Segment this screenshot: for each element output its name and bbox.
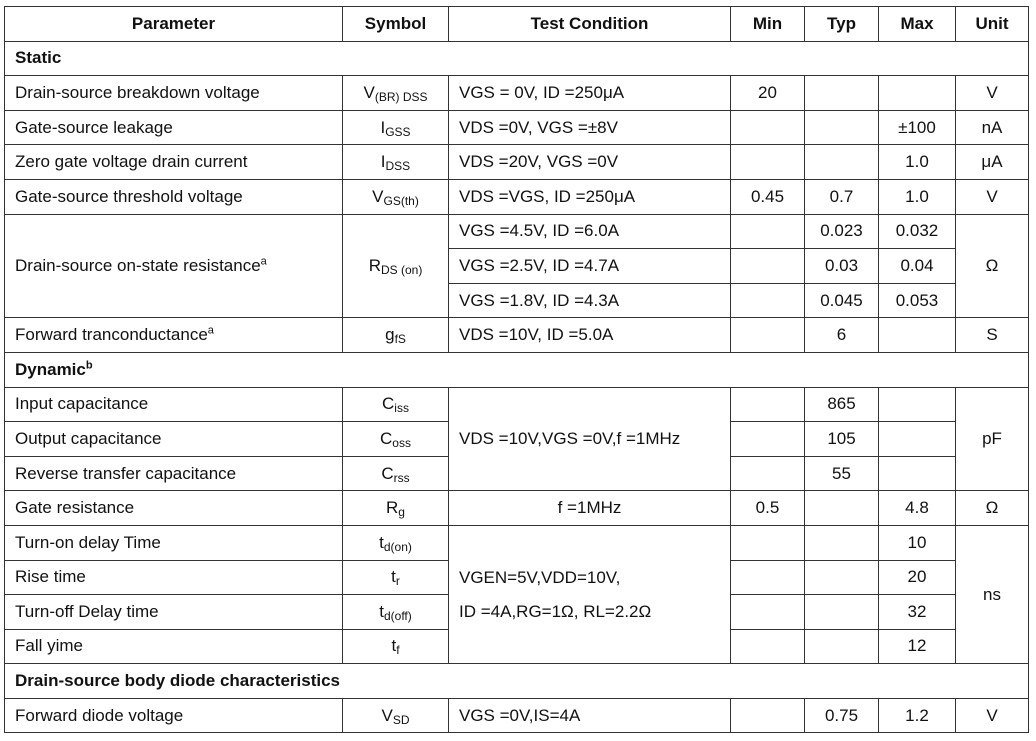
unit-cell: Ω xyxy=(956,214,1029,318)
param-cell: Rise time xyxy=(5,560,343,595)
max-cell xyxy=(879,387,956,422)
symbol-cell: $I_{GSS}$ xyxy=(343,110,449,145)
symbol-cell: $t_{d(on)}$ xyxy=(343,525,449,560)
min-cell xyxy=(731,456,805,491)
unit-cell: V xyxy=(956,698,1029,733)
min-cell xyxy=(731,110,805,145)
min-cell xyxy=(731,283,805,318)
header-row xyxy=(5,7,1029,42)
typ-cell: 0.7 xyxy=(805,179,879,214)
min-cell xyxy=(731,629,805,664)
col-header-symbol: Symbol xyxy=(343,7,449,42)
unit-cell: μA xyxy=(956,145,1029,180)
param-cell: Turn-on delay Time xyxy=(5,525,343,560)
min-cell xyxy=(731,214,805,249)
col-header-typ: Typ xyxy=(805,7,879,42)
min-cell: 20 xyxy=(731,76,805,111)
param-cell: Drain-source breakdown voltage xyxy=(5,76,343,111)
symbol-cell: $t_f$ xyxy=(343,629,449,664)
table-row xyxy=(5,110,1029,145)
unit-cell: Ω xyxy=(956,491,1029,526)
symbol-cell: $I_{DSS}$ xyxy=(343,145,449,180)
max-cell: 20 xyxy=(879,560,956,595)
condition-cell: VGS =0V,IS=4A xyxy=(449,698,731,733)
section-title-static: Static xyxy=(5,41,1029,76)
max-cell xyxy=(879,422,956,457)
typ-cell: 0.75 xyxy=(805,698,879,733)
table-row xyxy=(5,179,1029,214)
col-header-unit: Unit xyxy=(956,7,1029,42)
condition-cell: VDS =10V,VGS =0V,f =1MHz xyxy=(449,387,731,491)
typ-cell xyxy=(805,110,879,145)
param-cell: Drain-source on-state resistance$^a$ xyxy=(5,214,343,318)
spec-table xyxy=(4,6,1029,733)
condition-cell: VDS =20V, VGS =0V xyxy=(449,145,731,180)
section-row-diode xyxy=(5,664,1029,699)
param-cell: Turn-off Delay time xyxy=(5,595,343,630)
max-cell: 1.0 xyxy=(879,145,956,180)
min-cell xyxy=(731,387,805,422)
section-title-diode: Drain-source body diode characteristics xyxy=(5,664,1029,699)
unit-cell: V xyxy=(956,179,1029,214)
param-cell: Gate-source threshold voltage xyxy=(5,179,343,214)
typ-cell: 0.045 xyxy=(805,283,879,318)
symbol-cell: $C_{iss}$ xyxy=(343,387,449,422)
table-row xyxy=(5,387,1029,422)
max-cell: 0.032 xyxy=(879,214,956,249)
min-cell xyxy=(731,595,805,630)
typ-cell: 0.023 xyxy=(805,214,879,249)
min-cell xyxy=(731,422,805,457)
max-cell: 0.053 xyxy=(879,283,956,318)
min-cell xyxy=(731,145,805,180)
condition-cell: f =1MHz xyxy=(449,491,731,526)
col-header-max: Max xyxy=(879,7,956,42)
min-cell xyxy=(731,318,805,353)
min-cell xyxy=(731,560,805,595)
max-cell: 1.0 xyxy=(879,179,956,214)
param-cell: Input capacitance xyxy=(5,387,343,422)
typ-cell xyxy=(805,595,879,630)
section-row-static xyxy=(5,41,1029,76)
table-row xyxy=(5,698,1029,733)
typ-cell xyxy=(805,76,879,111)
unit-cell: pF xyxy=(956,387,1029,491)
max-cell xyxy=(879,318,956,353)
condition-cell: VGS = 0V, ID =250μA xyxy=(449,76,731,111)
symbol-cell: $R_g$ xyxy=(343,491,449,526)
table-row xyxy=(5,145,1029,180)
unit-cell: S xyxy=(956,318,1029,353)
param-cell: Reverse transfer capacitance xyxy=(5,456,343,491)
typ-cell: 0.03 xyxy=(805,249,879,284)
typ-cell: 865 xyxy=(805,387,879,422)
table-row xyxy=(5,318,1029,353)
typ-cell xyxy=(805,145,879,180)
min-cell: 0.45 xyxy=(731,179,805,214)
param-cell: Gate resistance xyxy=(5,491,343,526)
param-cell: Zero gate voltage drain current xyxy=(5,145,343,180)
condition-cell: VGS =1.8V, ID =4.3A xyxy=(449,283,731,318)
max-cell: ±100 xyxy=(879,110,956,145)
section-title-dynamic: Dynamic$^b$ xyxy=(5,352,1029,387)
condition-cell: VDS =0V, VGS =±8V xyxy=(449,110,731,145)
symbol-cell: $g_{fS}$ xyxy=(343,318,449,353)
table-row xyxy=(5,214,1029,249)
col-header-min: Min xyxy=(731,7,805,42)
max-cell: 32 xyxy=(879,595,956,630)
min-cell xyxy=(731,698,805,733)
symbol-cell: $R_{DS (on)}$ xyxy=(343,214,449,318)
param-cell: Forward tranconductance$^a$ xyxy=(5,318,343,353)
min-cell xyxy=(731,525,805,560)
typ-cell xyxy=(805,629,879,664)
condition-cell: VGEN=5V,VDD=10V, ID =4A,RG=1Ω, RL=2.2Ω xyxy=(449,525,731,663)
table-row xyxy=(5,491,1029,526)
max-cell: 10 xyxy=(879,525,956,560)
param-cell: Fall yime xyxy=(5,629,343,664)
max-cell xyxy=(879,76,956,111)
param-cell: Output capacitance xyxy=(5,422,343,457)
max-cell: 0.04 xyxy=(879,249,956,284)
typ-cell xyxy=(805,560,879,595)
symbol-cell: $V_{GS(th)}$ xyxy=(343,179,449,214)
symbol-cell: $V_{SD}$ xyxy=(343,698,449,733)
param-cell: Gate-source leakage xyxy=(5,110,343,145)
condition-cell: VDS =VGS, ID =250μA xyxy=(449,179,731,214)
typ-cell xyxy=(805,525,879,560)
table-row xyxy=(5,525,1029,560)
condition-cell: VGS =2.5V, ID =4.7A xyxy=(449,249,731,284)
table-row xyxy=(5,76,1029,111)
section-row-dynamic xyxy=(5,352,1029,387)
unit-cell: V xyxy=(956,76,1029,111)
col-header-test-condition: Test Condition xyxy=(449,7,731,42)
unit-cell: nA xyxy=(956,110,1029,145)
max-cell: 12 xyxy=(879,629,956,664)
typ-cell: 105 xyxy=(805,422,879,457)
max-cell: 4.8 xyxy=(879,491,956,526)
max-cell: 1.2 xyxy=(879,698,956,733)
symbol-cell: $C_{rss}$ xyxy=(343,456,449,491)
typ-cell: 6 xyxy=(805,318,879,353)
symbol-cell: $C_{oss}$ xyxy=(343,422,449,457)
symbol-cell: $V_{(BR) DSS}$ xyxy=(343,76,449,111)
typ-cell xyxy=(805,491,879,526)
unit-cell: ns xyxy=(956,525,1029,663)
symbol-cell: $t_{d(off)}$ xyxy=(343,595,449,630)
typ-cell: 55 xyxy=(805,456,879,491)
min-cell: 0.5 xyxy=(731,491,805,526)
max-cell xyxy=(879,456,956,491)
min-cell xyxy=(731,249,805,284)
condition-cell: VGS =4.5V, ID =6.0A xyxy=(449,214,731,249)
col-header-parameter: Parameter xyxy=(5,7,343,42)
param-cell: Forward diode voltage xyxy=(5,698,343,733)
symbol-cell: $t_r$ xyxy=(343,560,449,595)
condition-cell: VDS =10V, ID =5.0A xyxy=(449,318,731,353)
